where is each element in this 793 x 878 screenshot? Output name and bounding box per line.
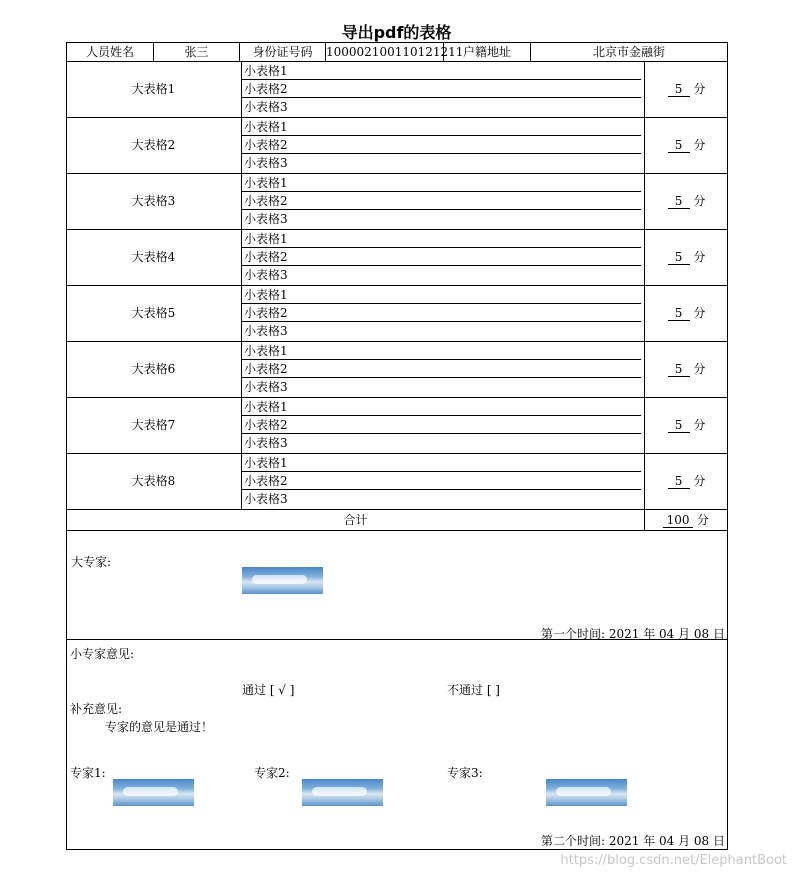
main-expert-signature-image	[242, 567, 323, 594]
sub-item: 小表格3	[241, 434, 641, 453]
sub-item: 小表格3	[241, 378, 641, 397]
score-value: 5	[668, 419, 690, 433]
main-expert-label: 大专家:	[71, 555, 112, 569]
sub-item: 小表格2	[241, 472, 641, 490]
group-label: 大表格8	[131, 474, 176, 488]
expert2-label: 专家2:	[254, 766, 290, 780]
score-value: 5	[668, 363, 690, 377]
second-time: 第二个时间: 2021 年 04 月 08 日	[540, 834, 725, 848]
group-score	[644, 174, 728, 229]
id-label: 身份证号码	[240, 43, 326, 62]
score-value: 5	[668, 251, 690, 265]
score-unit: 分	[693, 250, 706, 264]
sub-item: 小表格3	[241, 210, 641, 229]
group-row	[67, 174, 727, 230]
sub-item: 小表格1	[241, 230, 641, 248]
expert3-label: 专家3:	[447, 766, 483, 780]
sub-item: 小表格2	[241, 136, 641, 154]
id-value: 100002100110121211	[326, 43, 444, 62]
score-unit: 分	[693, 418, 706, 432]
group-score	[644, 118, 728, 173]
total-row	[67, 510, 727, 531]
score-unit: 分	[693, 138, 706, 152]
address-value: 北京市金融街	[531, 43, 727, 62]
group-row	[67, 118, 727, 174]
extra-opinion-text: 专家的意见是通过！	[105, 720, 214, 734]
total-score-unit: 分	[696, 513, 709, 527]
sub-item: 小表格2	[241, 360, 641, 378]
group-row	[67, 398, 727, 454]
sub-item: 小表格2	[241, 80, 641, 98]
fail-option: 不通过 [ ]	[447, 683, 500, 697]
group-label: 大表格6	[131, 362, 176, 376]
group-label: 大表格3	[131, 194, 176, 208]
group-score	[644, 286, 728, 341]
score-value: 5	[668, 475, 690, 489]
group-label: 大表格1	[131, 82, 176, 96]
first-time: 第一个时间: 2021 年 04 月 08 日	[540, 627, 725, 641]
sub-item: 小表格3	[241, 266, 641, 285]
sub-item: 小表格1	[241, 286, 641, 304]
name-label: 人员姓名	[67, 43, 154, 62]
expert3-signature-image	[546, 779, 627, 806]
group-score	[644, 62, 728, 117]
score-value: 5	[668, 139, 690, 153]
score-value: 5	[668, 307, 690, 321]
group-score	[644, 230, 728, 285]
score-value: 5	[668, 83, 690, 97]
group-row	[67, 342, 727, 398]
sub-item: 小表格1	[241, 174, 641, 192]
sub-item: 小表格1	[241, 342, 641, 360]
total-score-value: 100	[663, 514, 693, 528]
watermark: https://blog.csdn.net/ElephantBoot	[560, 853, 787, 868]
group-label: 大表格4	[131, 250, 176, 264]
group-row	[67, 62, 727, 118]
expert1-signature-image	[113, 779, 194, 806]
sub-item: 小表格2	[241, 192, 641, 210]
group-score	[644, 342, 728, 397]
document-title: 导出pdf的表格	[341, 23, 452, 42]
total-label: 合计	[343, 513, 368, 527]
expert1-label: 专家1:	[70, 766, 106, 780]
score-unit: 分	[693, 194, 706, 208]
group-row	[67, 454, 727, 510]
sub-item: 小表格2	[241, 248, 641, 266]
score-unit: 分	[693, 306, 706, 320]
group-label: 大表格2	[131, 138, 176, 152]
address-label: 户籍地址	[444, 43, 531, 62]
group-row	[67, 286, 727, 342]
sub-item: 小表格3	[241, 154, 641, 173]
score-value: 5	[668, 195, 690, 209]
group-label: 大表格7	[131, 418, 176, 432]
score-unit: 分	[693, 82, 706, 96]
sub-item: 小表格2	[241, 304, 641, 322]
total-score	[644, 510, 727, 530]
sub-item: 小表格1	[241, 62, 641, 80]
group-score	[644, 398, 728, 453]
sub-item: 小表格3	[241, 98, 641, 117]
score-unit: 分	[693, 474, 706, 488]
sub-item: 小表格1	[241, 398, 641, 416]
name-value: 张三	[154, 43, 240, 62]
opinion-label: 小专家意见:	[70, 647, 135, 661]
extra-opinion-label: 补充意见:	[70, 702, 123, 716]
group-row	[67, 230, 727, 286]
group-score	[644, 454, 728, 509]
sub-item: 小表格3	[241, 322, 641, 341]
group-label: 大表格5	[131, 306, 176, 320]
sub-item: 小表格1	[241, 454, 641, 472]
sub-item: 小表格3	[241, 490, 641, 509]
form-table	[66, 42, 728, 850]
score-unit: 分	[693, 362, 706, 376]
opinion-section	[67, 640, 727, 849]
main-expert-section	[67, 531, 727, 640]
pass-option: 通过 [ √ ]	[242, 683, 295, 697]
sub-item: 小表格2	[241, 416, 641, 434]
expert2-signature-image	[302, 779, 383, 806]
sub-item: 小表格1	[241, 118, 641, 136]
